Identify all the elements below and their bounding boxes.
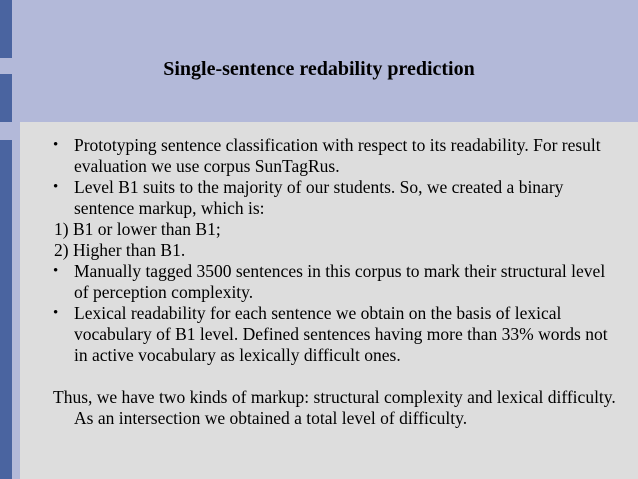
bullet-dot-icon: •	[53, 179, 59, 195]
slide-title: Single-sentence redability prediction	[163, 58, 475, 80]
bullet-item	[0, 135, 620, 177]
spacer	[0, 366, 620, 387]
bullet-dot-icon: •	[53, 137, 59, 153]
bullet-dot-icon: •	[53, 305, 59, 321]
numbered-item: 1) B1 or lower than B1;	[54, 219, 221, 239]
bullet-item	[0, 303, 620, 366]
bullet-text: Prototyping sentence classification with respect to its readability. For result evaluation we use corpus SunTagRus.	[74, 135, 601, 176]
bullet-text: Lexical readability for each sentence we obtain on the basis of lexical vocabulary of B1 level. Defined sentences having more than 33% words not in active vocabulary as lexically difficult ones.	[74, 303, 608, 365]
bullet-dot-icon: •	[53, 263, 59, 279]
bullet-text: Manually tagged 3500 sentences in this corpus to mark their structural level of perception complexity.	[74, 261, 606, 302]
numbered-item: 2) Higher than B1.	[54, 240, 186, 260]
bullet-text: Level B1 suits to the majority of our students. So, we created a binary sentence markup, which is:	[74, 177, 564, 218]
slide-body	[0, 135, 620, 429]
bullet-item	[0, 177, 620, 219]
slide-edge-bar-top	[0, 0, 12, 58]
bullet-item	[0, 261, 620, 303]
summary-paragraph: Thus, we have two kinds of markup: structural complexity and lexical difficulty. As an intersection we obtained a total level of difficulty.	[53, 387, 616, 428]
slide-edge-bar-middle	[0, 74, 12, 122]
